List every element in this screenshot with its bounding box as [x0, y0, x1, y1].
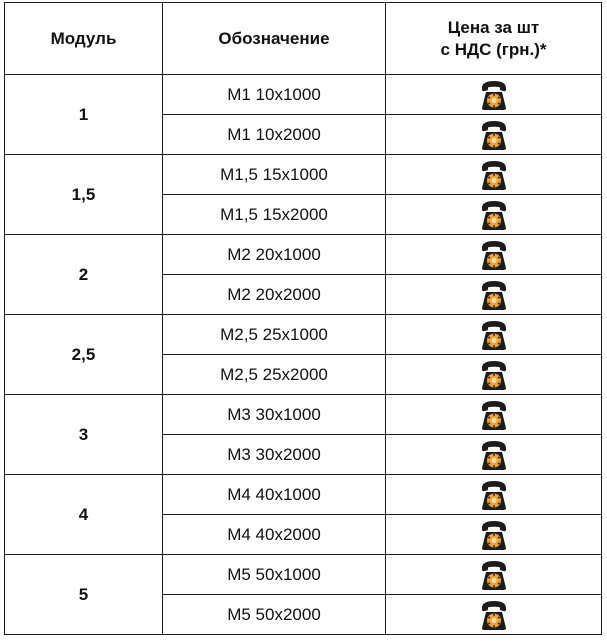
designation-cell: M5 50x2000 — [163, 595, 386, 635]
telephone-icon[interactable] — [479, 159, 509, 191]
header-row — [5, 3, 602, 75]
price-cell[interactable] — [386, 555, 602, 595]
designation-cell: M2 20x1000 — [163, 235, 386, 275]
telephone-icon[interactable] — [479, 399, 509, 431]
price-cell[interactable] — [386, 275, 602, 315]
header-designation: Обозначение — [163, 3, 386, 75]
module-cell: 4 — [5, 475, 163, 555]
telephone-icon[interactable] — [479, 479, 509, 511]
telephone-icon[interactable] — [479, 119, 509, 151]
designation-cell: M4 40x2000 — [163, 515, 386, 555]
table-row — [5, 555, 602, 595]
header-price — [386, 3, 602, 75]
header-price-line1: Цена за шт — [447, 17, 540, 37]
telephone-icon[interactable] — [479, 439, 509, 471]
price-cell[interactable] — [386, 355, 602, 395]
price-cell[interactable] — [386, 315, 602, 355]
designation-cell: M2,5 25x1000 — [163, 315, 386, 355]
telephone-icon[interactable] — [479, 359, 509, 391]
designation-cell: M2 20x2000 — [163, 275, 386, 315]
price-cell[interactable] — [386, 195, 602, 235]
telephone-icon[interactable] — [479, 319, 509, 351]
price-cell[interactable] — [386, 115, 602, 155]
designation-cell: M1,5 15x1000 — [163, 155, 386, 195]
table-row — [5, 315, 602, 355]
designation-cell: M4 40x1000 — [163, 475, 386, 515]
telephone-icon[interactable] — [479, 519, 509, 551]
price-cell[interactable] — [386, 595, 602, 635]
price-cell[interactable] — [386, 515, 602, 555]
table-body — [5, 75, 602, 635]
designation-cell: M3 30x2000 — [163, 435, 386, 475]
designation-cell: M5 50x1000 — [163, 555, 386, 595]
table-row — [5, 475, 602, 515]
designation-cell: M1 10x1000 — [163, 75, 386, 115]
price-cell[interactable] — [386, 475, 602, 515]
designation-cell: M1 10x2000 — [163, 115, 386, 155]
price-table — [4, 2, 602, 635]
designation-cell: M2,5 25x2000 — [163, 355, 386, 395]
header-price-line2: с НДС (грн.)* — [440, 39, 547, 59]
module-cell: 2 — [5, 235, 163, 315]
table-row — [5, 75, 602, 115]
designation-cell: M3 30x1000 — [163, 395, 386, 435]
table-row — [5, 155, 602, 195]
table-row — [5, 235, 602, 275]
telephone-icon[interactable] — [479, 279, 509, 311]
price-cell[interactable] — [386, 155, 602, 195]
module-cell: 5 — [5, 555, 163, 635]
price-cell[interactable] — [386, 435, 602, 475]
price-cell[interactable] — [386, 395, 602, 435]
designation-cell: M1,5 15x2000 — [163, 195, 386, 235]
telephone-icon[interactable] — [479, 239, 509, 271]
table-row — [5, 395, 602, 435]
telephone-icon[interactable] — [479, 199, 509, 231]
module-cell: 1 — [5, 75, 163, 155]
module-cell: 1,5 — [5, 155, 163, 235]
telephone-icon[interactable] — [479, 599, 509, 631]
price-cell[interactable] — [386, 235, 602, 275]
telephone-icon[interactable] — [479, 79, 509, 111]
module-cell: 2,5 — [5, 315, 163, 395]
telephone-icon[interactable] — [479, 559, 509, 591]
module-cell: 3 — [5, 395, 163, 475]
price-cell[interactable] — [386, 75, 602, 115]
header-module: Модуль — [5, 3, 163, 75]
